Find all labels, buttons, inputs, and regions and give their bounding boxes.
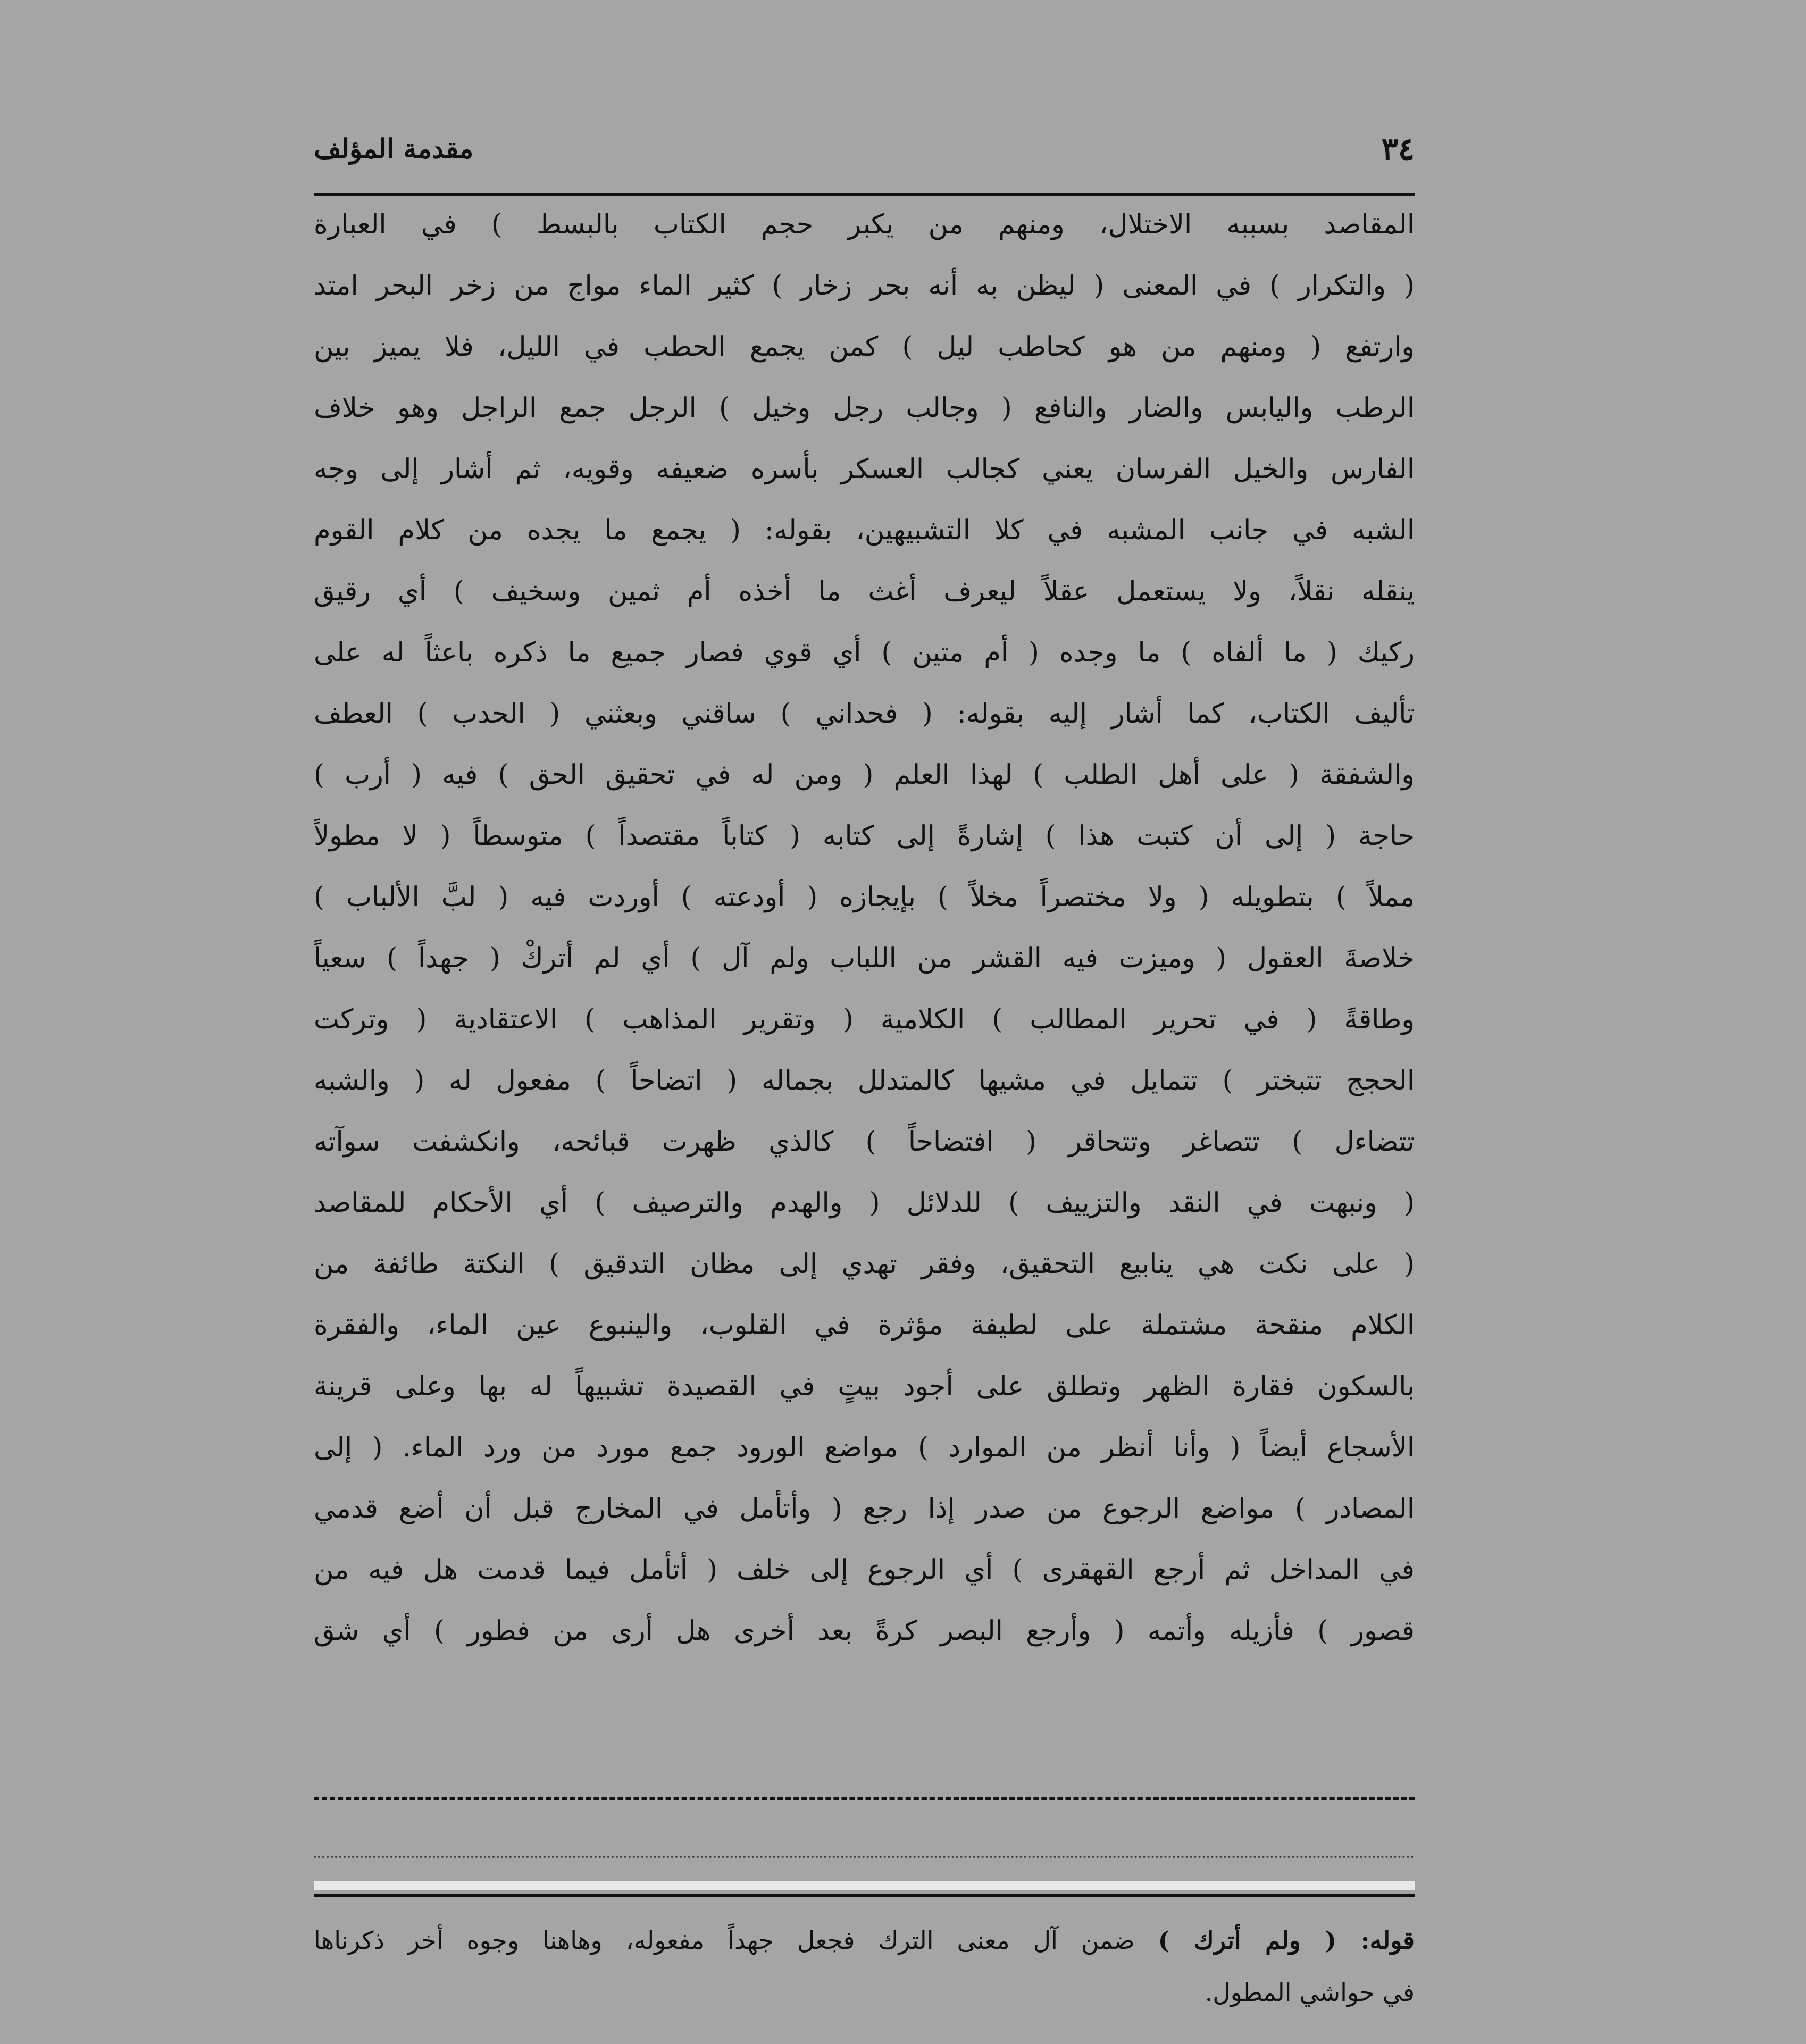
footnote-label: قوله: ( ولم أترك ) xyxy=(1158,1926,1415,1955)
text-line: حاجة ( إلى أن كتبت هذا ) إشارةً إلى كتابه ( كتاباً مقتصداً ) متوسطاً ( لا مطولاً xyxy=(314,820,1415,852)
text-line: المقاصد بسببه الاختلال، ومنهم من يكبر حجم الكتاب بالبسط ) في العبارة xyxy=(314,209,1415,240)
text-line: ركيك ( ما ألفاه ) ما وجده ( أم متين ) أي قوي فصار جميع ما ذكره باعثاً له على xyxy=(314,637,1415,668)
text-line: المصادر ) مواضع الرجوع من صدر إذا رجع ( وأتأمل في المخارج قبل أن أضع قدمي xyxy=(314,1493,1415,1524)
text-line: الشبه في جانب المشبه في كلا التشبيهين، بقوله: ( يجمع ما يجده من كلام القوم xyxy=(314,515,1415,546)
text-line: الفارس والخيل الفرسان يعني كجالب العسكر بأسره ضعيفه وقويه، ثم أشار إلى وجه xyxy=(314,454,1415,485)
text-line: قصور ) فأزيله وأتمه ( وأرجع البصر كرةً بعد أخرى هل أرى من فطور ) أي شق xyxy=(314,1615,1415,1647)
book-page xyxy=(314,106,1415,2007)
footnote-rule xyxy=(314,1894,1415,1897)
footnote-line: في حواشي المطول. xyxy=(1205,1978,1415,2007)
text-line: ( ونبهت في النقد والتزييف ) للدلائل ( والهدم والترصيف ) أي الأحكام للمقاصد xyxy=(314,1187,1415,1219)
page-number: ٣٤ xyxy=(1381,131,1415,167)
text-line: الرطب واليابس والضار والنافع ( وجالب رجل وخيل ) الرجل جمع الراجل وهو خلاف xyxy=(314,392,1415,424)
dashed-separator xyxy=(314,1797,1415,1800)
text-line: تتضاءل ) تتصاغر وتتحاقر ( افتضاحاً ) كالذي ظهرت قبائحه، وانكشفت سوآته xyxy=(314,1126,1415,1158)
text-line: ( على نكت هي ينابيع التحقيق، وفقر تهدي إلى مظان التدقيق ) النكتة طائفة من xyxy=(314,1249,1415,1280)
page-header xyxy=(314,122,1415,181)
text-line: الأسجاع أيضاً ( وأنا أنظر من الموارد ) مواضع الورود جمع مورد من ورد الماء. ( إلى xyxy=(314,1432,1415,1463)
text-line: خلاصةَ العقول ( وميزت فيه القشر من اللباب ولم آل ) أي لم أتركْ ( جهداً ) سعياً xyxy=(314,943,1415,974)
text-line: بالسكون فقارة الظهر وتطلق على أجود بيتٍ في القصيدة تشبيهاً له بها وعلى قرينة xyxy=(314,1371,1415,1402)
text-line: والشفقة ( على أهل الطلب ) لهذا العلم ( ومن له في تحقيق الحق ) فيه ( أرب ) xyxy=(314,759,1415,791)
text-line: تأليف الكتاب، كما أشار إليه بقوله: ( فحداني ) ساقني وبعثني ( الحدب ) العطف xyxy=(314,698,1415,730)
text-line: الحجج تتبختر ) تتمايل في مشيها كالمتدلل بجماله ( اتضاحاً ) مفعول له ( والشبه xyxy=(314,1065,1415,1096)
scan-artifact-strip xyxy=(314,1881,1415,1890)
footnote-line xyxy=(314,1914,1415,1966)
text-line: ( والتكرار ) في المعنى ( ليظن به أنه بحر زخار ) كثير الماء مواج من زخر البحر امتد xyxy=(314,270,1415,301)
text-line: في المداخل ثم أرجع القهقرى ) أي الرجوع إلى خلف ( أتأمل فيما قدمت هل فيه من xyxy=(314,1554,1415,1586)
footnote-text: ضمن آل معنى الترك فجعل جهداً مفعوله، وهاهنا وجوه أخر ذكرناها xyxy=(314,1926,1135,1955)
text-line: مملاً ) بتطويله ( ولا مختصراً مخلاً ) بإيجازه ( أودعته ) أوردت فيه ( لبَّ الألباب ) xyxy=(314,882,1415,913)
chapter-title: مقدمة المؤلف xyxy=(314,133,474,164)
text-line: وارتفع ( ومنهم من هو كحاطب ليل ) كمن يجمع الحطب في الليل، فلا يميز بين xyxy=(314,331,1415,363)
footnote xyxy=(314,1914,1415,2018)
dotted-separator xyxy=(314,1856,1415,1858)
body-text xyxy=(314,194,1415,1784)
text-line: الكلام منقحة مشتملة على لطيفة مؤثرة في القلوب، والينبوع عين الماء، والفقرة xyxy=(314,1310,1415,1341)
text-line: وطاقةً ( في تحرير المطالب ) الكلامية ( وتقرير المذاهب ) الاعتقادية ( وتركت xyxy=(314,1004,1415,1035)
text-line: ينقله نقلاً، ولا يستعمل عقلاً ليعرف أغث ما أخذه أم ثمين وسخيف ) أي رقيق xyxy=(314,576,1415,607)
